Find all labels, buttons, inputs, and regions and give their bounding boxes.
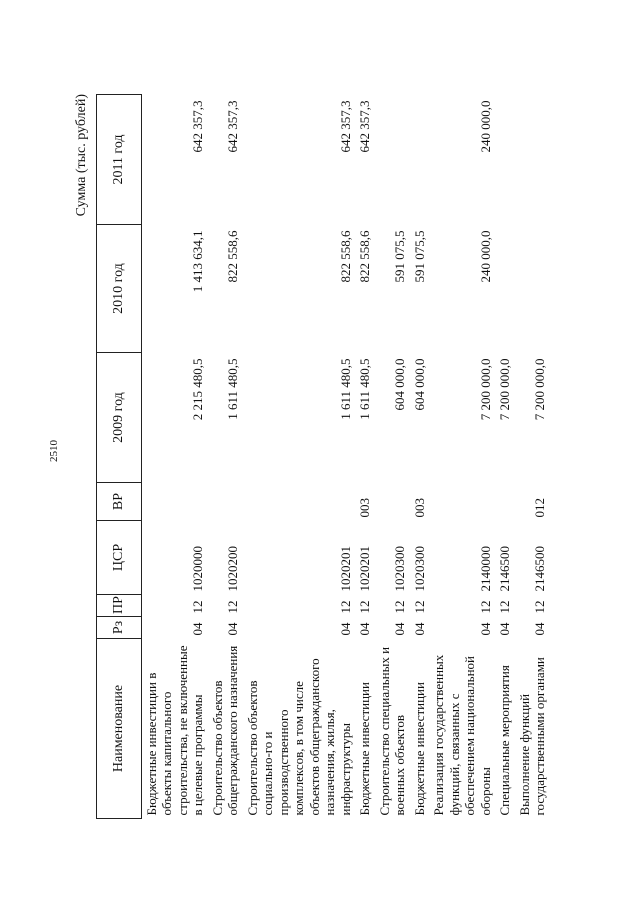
cell-csr: 1020200 bbox=[225, 546, 240, 592]
header-name: Наименование bbox=[97, 639, 142, 819]
cell-2010: 822 558,6 bbox=[225, 230, 240, 283]
table-row bbox=[355, 95, 375, 819]
cell-2011: 642 357,3 bbox=[357, 100, 372, 153]
cell-name: Строительство специальных и военных объектов bbox=[376, 646, 407, 816]
cell-2009: 7 200 000,0 bbox=[532, 358, 547, 421]
cell-2010: 240 000,0 bbox=[477, 230, 493, 283]
cell-name: Выполнение функций государственными органами bbox=[516, 657, 547, 816]
table-row bbox=[429, 95, 495, 819]
page-number: 2510 bbox=[48, 440, 60, 462]
cell-vr bbox=[429, 483, 495, 521]
table-row bbox=[243, 95, 356, 819]
cell-pr: 12 bbox=[357, 600, 372, 614]
cell-vr bbox=[243, 483, 356, 521]
cell-2009: 1 611 480,5 bbox=[225, 358, 240, 420]
header-csr: ЦСР bbox=[97, 521, 142, 595]
cell-2011: 642 357,3 bbox=[225, 100, 240, 153]
cell-2010: 591 075,5 bbox=[411, 230, 427, 283]
cell-2009: 7 200 000,0 bbox=[477, 358, 493, 421]
cell-pr: 12 bbox=[337, 600, 353, 614]
cell-2010 bbox=[495, 225, 515, 353]
header-2009: 2009 год bbox=[97, 353, 142, 483]
header-pr: ПР bbox=[97, 595, 142, 617]
cell-csr: 2140000 bbox=[477, 546, 493, 592]
cell-2009: 604 000,0 bbox=[392, 358, 407, 411]
cell-csr: 1020000 bbox=[190, 546, 205, 592]
table-row bbox=[515, 95, 550, 819]
cell-rz: 04 bbox=[225, 622, 240, 636]
cell-2011: 240 000,0 bbox=[477, 100, 493, 153]
budget-table bbox=[96, 94, 550, 819]
cell-name: Строительство объектов социально-го и производственного комплексов, в том числе объектов общегражданского назначения, жилья, инфраструктуры bbox=[244, 658, 353, 816]
table-body bbox=[141, 95, 550, 819]
cell-2009: 2 215 480,5 bbox=[190, 358, 205, 421]
cell-rz: 04 bbox=[357, 622, 372, 636]
cell-vr: 003 bbox=[411, 498, 427, 518]
cell-vr bbox=[208, 483, 243, 521]
cell-vr bbox=[141, 483, 208, 521]
cell-name: Реализация государственных функций, связанных с обеспечением национальной обороны bbox=[431, 654, 493, 816]
cell-csr: 1020201 bbox=[357, 546, 372, 592]
cell-csr: 1020300 bbox=[392, 546, 407, 592]
cell-name: Бюджетные инвестиции в объекты капитального строительства, не включенные в целевые программы bbox=[143, 645, 205, 816]
cell-name: Бюджетные инвестиции bbox=[411, 682, 427, 816]
cell-vr: 003 bbox=[357, 498, 372, 518]
cell-rz: 04 bbox=[392, 622, 407, 636]
header-vr: ВР bbox=[97, 483, 142, 521]
cell-2010: 822 558,6 bbox=[357, 230, 372, 283]
cell-vr: 012 bbox=[532, 498, 547, 518]
table-row bbox=[208, 95, 243, 819]
table-header-row bbox=[97, 95, 142, 819]
cell-name: Строительство объектов общегражданского назначения bbox=[209, 645, 240, 816]
cell-rz: 04 bbox=[337, 622, 353, 636]
cell-rz: 04 bbox=[532, 622, 547, 636]
cell-rz: 04 bbox=[190, 622, 205, 636]
cell-name: Бюджетные инвестиции bbox=[357, 682, 372, 816]
table-row bbox=[410, 95, 430, 819]
table-row bbox=[375, 95, 410, 819]
cell-2009: 1 611 480,5 bbox=[337, 358, 353, 420]
cell-pr: 12 bbox=[392, 600, 407, 614]
table-row bbox=[141, 95, 208, 819]
header-2011: 2011 год bbox=[97, 95, 142, 225]
cell-pr: 12 bbox=[225, 600, 240, 614]
cell-2010: 1 413 634,1 bbox=[190, 230, 205, 293]
cell-2010: 591 075,5 bbox=[392, 230, 407, 283]
cell-2011: 642 357,3 bbox=[190, 100, 205, 153]
cell-csr: 2146500 bbox=[497, 546, 512, 592]
cell-2010 bbox=[515, 225, 550, 353]
cell-2011: 642 357,3 bbox=[337, 100, 353, 153]
header-rz: Рз bbox=[97, 617, 142, 639]
table-row bbox=[495, 95, 515, 819]
cell-pr: 12 bbox=[477, 600, 493, 614]
cell-pr: 12 bbox=[532, 600, 547, 614]
cell-vr bbox=[495, 483, 515, 521]
cell-csr: 1020300 bbox=[411, 546, 427, 592]
cell-2011 bbox=[375, 95, 410, 225]
cell-2011 bbox=[495, 95, 515, 225]
cell-rz: 04 bbox=[477, 622, 493, 636]
cell-pr: 12 bbox=[497, 600, 512, 614]
cell-2011 bbox=[410, 95, 430, 225]
cell-2009: 1 611 480,5 bbox=[357, 358, 372, 420]
cell-csr: 2146500 bbox=[532, 546, 547, 592]
cell-vr bbox=[375, 483, 410, 521]
cell-rz: 04 bbox=[411, 622, 427, 636]
cell-2010: 822 558,6 bbox=[337, 230, 353, 283]
cell-2009: 604 000,0 bbox=[411, 358, 427, 411]
cell-2009: 7 200 000,0 bbox=[497, 358, 512, 421]
cell-2011 bbox=[515, 95, 550, 225]
cell-pr: 12 bbox=[190, 600, 205, 614]
units-label: Сумма (тыс. рублей) bbox=[74, 94, 89, 217]
cell-name: Специальные мероприятия bbox=[497, 665, 512, 816]
header-2010: 2010 год bbox=[97, 225, 142, 353]
cell-rz: 04 bbox=[497, 622, 512, 636]
cell-pr: 12 bbox=[411, 600, 427, 614]
cell-csr: 1020201 bbox=[337, 546, 353, 592]
